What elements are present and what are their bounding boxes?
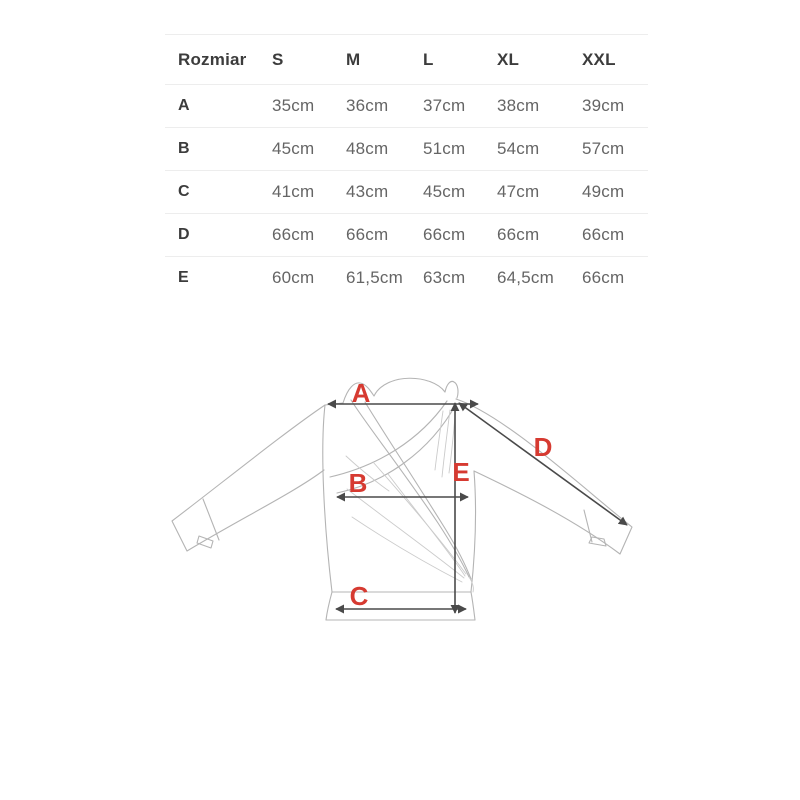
measurement-arrows: [328, 403, 627, 613]
row-label: A: [178, 97, 190, 114]
size-cell: 48cm: [346, 139, 389, 158]
size-cell: 66cm: [582, 268, 625, 287]
column-header-s: S: [272, 49, 284, 69]
size-cell: 38cm: [497, 96, 540, 115]
measure-label-c: C: [349, 581, 369, 611]
row-label: C: [178, 183, 190, 200]
size-cell: 43cm: [346, 182, 389, 201]
measure-label-b: B: [348, 468, 368, 498]
size-cell: 49cm: [582, 182, 625, 201]
size-cell: 64,5cm: [497, 268, 554, 287]
size-cell: 36cm: [346, 96, 389, 115]
size-cell: 61,5cm: [346, 268, 403, 287]
column-header-xxl: XXL: [582, 49, 616, 69]
column-header-m: M: [346, 49, 361, 69]
size-cell: 66cm: [423, 225, 466, 244]
size-cell: 66cm: [346, 225, 389, 244]
column-header-rozmiar: Rozmiar: [178, 49, 247, 69]
size-cell: 54cm: [497, 139, 540, 158]
size-cell: 37cm: [423, 96, 466, 115]
size-cell: 41cm: [272, 182, 315, 201]
size-cell: 63cm: [423, 268, 466, 287]
size-cell: 45cm: [423, 182, 466, 201]
measure-label-e: E: [452, 457, 470, 487]
row-label: D: [178, 226, 190, 243]
size-cell: 66cm: [582, 225, 625, 244]
size-cell: 45cm: [272, 139, 315, 158]
size-cell: 60cm: [272, 268, 315, 287]
size-cell: 66cm: [272, 225, 315, 244]
garment-outline: [172, 378, 632, 620]
size-cell: 51cm: [423, 139, 466, 158]
size-cell: 57cm: [582, 139, 625, 158]
row-label: B: [178, 140, 190, 157]
size-cell: 35cm: [272, 96, 315, 115]
column-header-xl: XL: [497, 49, 520, 69]
size-cell: 47cm: [497, 182, 540, 201]
measure-arrow-d: [459, 403, 627, 525]
measure-label-a: A: [351, 378, 371, 408]
measure-label-d: D: [533, 432, 553, 462]
column-header-l: L: [423, 49, 434, 69]
size-cell: 39cm: [582, 96, 625, 115]
row-label: E: [178, 269, 189, 286]
size-cell: 66cm: [497, 225, 540, 244]
